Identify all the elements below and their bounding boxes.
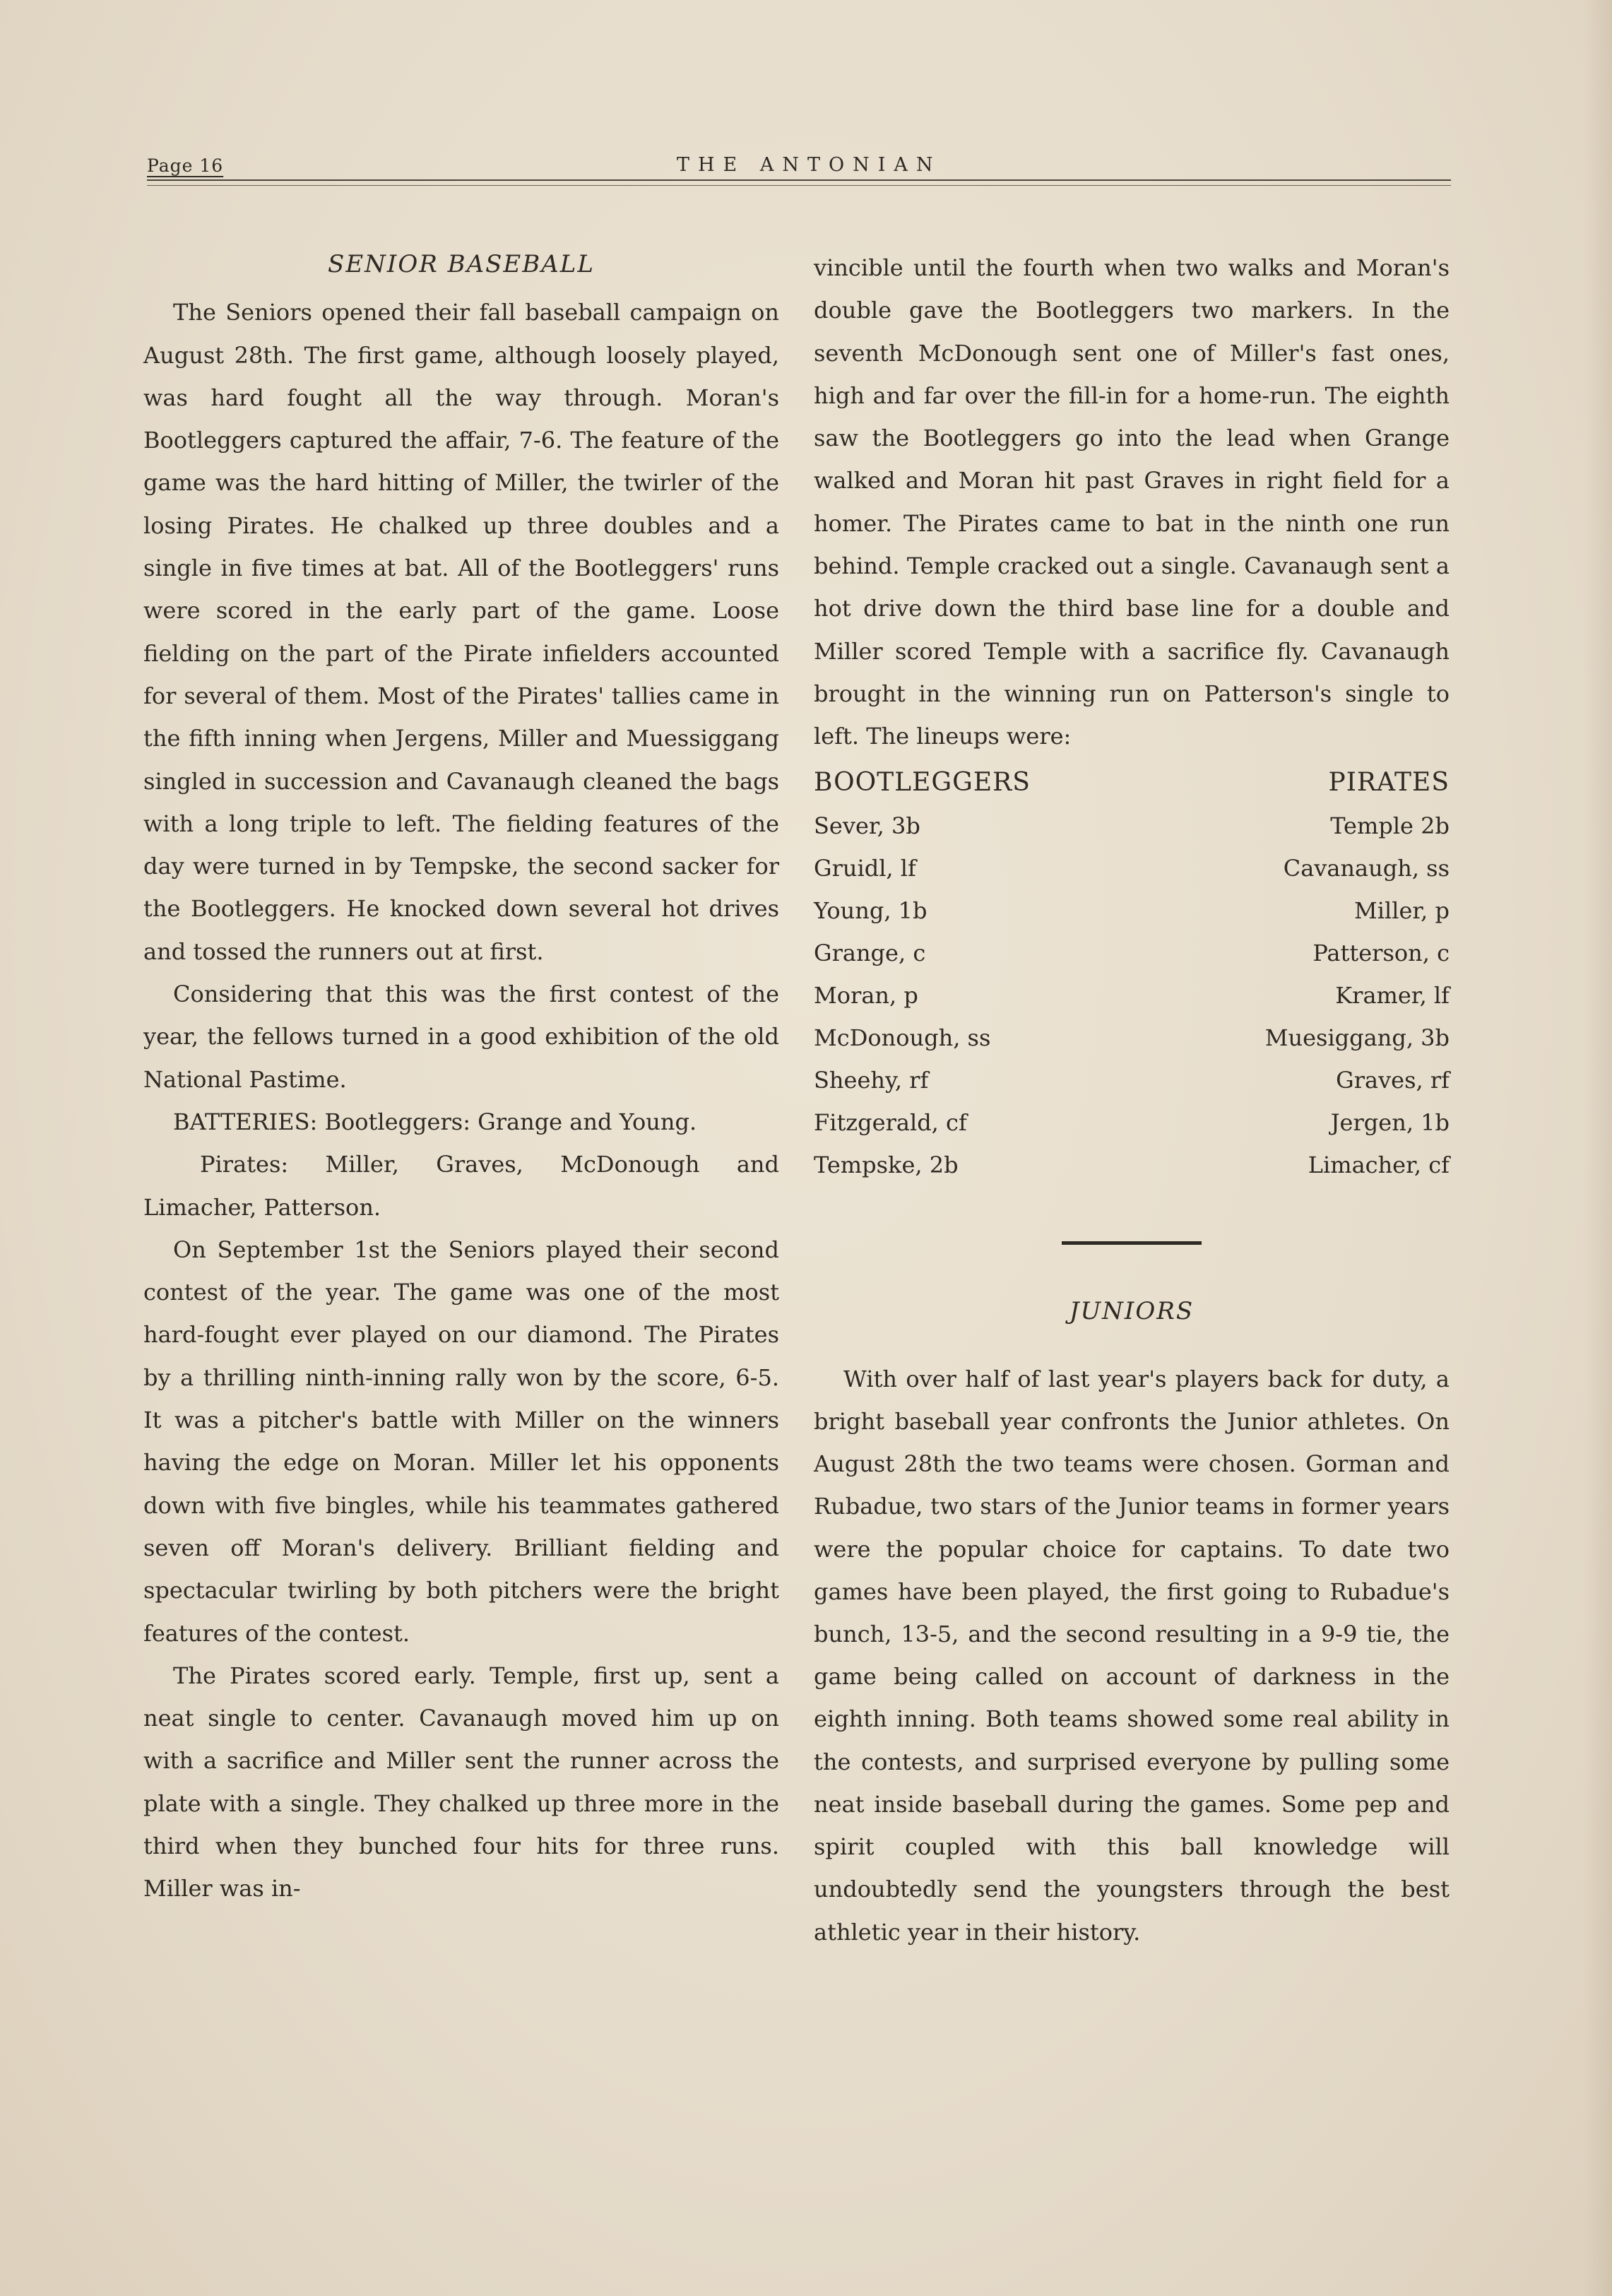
lineup-left: Moran, p — [814, 981, 918, 1009]
page-number: Page 16 — [147, 155, 224, 176]
lineup-right: Graves, rf — [1336, 1066, 1450, 1094]
senior-baseball-title: SENIOR BASEBALL — [328, 250, 595, 278]
senior-paragraph-1: The Seniors opened their fall baseball campaign on August 28th. The first game, although loosely played, was hard fought all the way through. Moran's Bootleggers captured the affair, 7-6. The feature of the game was the hard hitting of Miller, the twirler of the losing Pirates. He chalked up three doubles and a single in five times at bat. All of the Bootleggers' runs were scored in the early part of the game. Loose fielding on the part of the Pirate infielders accounted for several of them. Most of the Pirates' tallies came in the fifth inning when Jergens, Miller and Muessiggang singled in succession and Cavanaugh cleaned the bags with a long triple to left. The fielding features of the day were turned in by Tempske, the second sacker for the Bootleggers. He knocked down several hot drives and tossed the runners out at first. — [143, 299, 779, 965]
page-edge-shadow — [1584, 0, 1612, 2296]
juniors-paragraph: With over half of last year's players back for duty, a bright baseball year confronts the Junior athletes. On August 28th the two teams were chosen. Gorman and Rubadue, two stars of the Junior teams in former years were the popular choice for captains. To date two games have been played, the first going to Rubadue's bunch, 13-5, and the second resulting in a 9-9 tie, the game being called on account of darkness in the eighth inning. Both teams showed some real ability in the contests, and surprised everyone by pulling some neat inside baseball during the games. Some pep and spirit coupled with this ball knowledge will undoubtedly send the youngsters through the best athletic year in their history. — [814, 1365, 1450, 1946]
senior-paragraph-4-continued: vincible until the fourth when two walks and Moran's double gave the Bootleggers two markers. In the seventh McDonough sent one of Miller's fast ones, high and far over the fill-in for a home-run. The eighth saw the Bootleggers go into the lead when Grange walked and Moran hit past Graves in right field for a homer. The Pirates came to bat in the ninth one run behind. Temple cracked out a single. Cavanaugh sent a hot drive down the third base line for a double and Miller scored Temple with a sacrifice fly. Cavanaugh brought in the winning run on Patterson's single to left. The lineups were: — [814, 254, 1450, 750]
lineup-row — [814, 805, 1450, 847]
lineup-right: Cavanaugh, ss — [1283, 854, 1450, 882]
section-divider — [1062, 1241, 1202, 1245]
lineup-right: Kramer, lf — [1335, 981, 1450, 1009]
batteries-line-1: BATTERIES: Bootleggers: Grange and Young. — [173, 1108, 697, 1135]
senior-paragraph-2: Considering that this was the first contest of the year, the fellows turned in a good exhibition of the old National Pastime. — [143, 981, 779, 1093]
lineup-row — [814, 1059, 1450, 1101]
senior-paragraph-4: The Pirates scored early. Temple, first up, sent a neat single to center. Cavanaugh moved him up on with a sacrifice and Miller sent the runner across the plate with a single. They chalked up three more in the third when they bunched four hits for three runs. Miller was in- — [143, 1662, 779, 1903]
lineup-right: Limacher, cf — [1308, 1151, 1450, 1178]
lineup-left: Fitzgerald, cf — [814, 1108, 967, 1136]
juniors-section — [814, 1358, 1450, 1953]
lineup-left: Sever, 3b — [814, 812, 920, 839]
lineup-table — [814, 805, 1450, 1186]
lineup-left: McDonough, ss — [814, 1024, 991, 1051]
right-column — [814, 247, 1450, 1953]
lineup-row — [814, 847, 1450, 889]
lineup-row — [814, 889, 1450, 932]
lineup-right: Muesiggang, 3b — [1264, 1024, 1450, 1051]
lineup-left: Grange, c — [814, 939, 926, 966]
lineup-header — [814, 761, 1450, 805]
lineup-team-bootleggers: BOOTLEGGERS — [814, 767, 1031, 797]
lineup-team-pirates: PIRATES — [1328, 767, 1450, 797]
header-rule-thin — [147, 185, 1451, 186]
senior-paragraph-3: On September 1st the Seniors played their second contest of the year. The game was one of the most hard-fought ever played on our diamond. The Pirates by a thrilling ninth-inning rally won by the score, 6-5. It was a pitcher's battle with Miller on the winners having the edge on Moran. Miller let his opponents down with five bingles, while his teammates gathered seven off Moran's delivery. Brilliant fielding and spectacular twirling by both pitchers were the bright features of the contest. — [143, 1236, 779, 1647]
lineup-right: Patterson, c — [1312, 939, 1450, 966]
batteries-line-2: Pirates: Miller, Graves, McDonough and Limacher, Patterson. — [143, 1151, 779, 1221]
lineup-left: Sheehy, rf — [814, 1066, 929, 1094]
masthead-title: THE ANTONIAN — [677, 154, 942, 176]
running-head — [147, 151, 1451, 182]
lineup-row — [814, 974, 1450, 1017]
lineup-right: Miller, p — [1353, 896, 1450, 924]
left-column — [143, 240, 779, 1910]
lineup-right: Jergen, 1b — [1330, 1108, 1450, 1136]
header-rule-thick — [147, 179, 1451, 181]
lineup-row — [814, 932, 1450, 974]
lineup-row — [814, 1144, 1450, 1186]
lineup-left: Gruidl, lf — [814, 854, 916, 882]
lineup-right: Temple 2b — [1330, 812, 1450, 839]
juniors-title: JUNIORS — [1069, 1296, 1195, 1325]
lineup-row — [814, 1101, 1450, 1144]
lineup-left: Tempske, 2b — [814, 1151, 959, 1178]
lineup-row — [814, 1017, 1450, 1059]
lineup-left: Young, 1b — [814, 896, 928, 924]
